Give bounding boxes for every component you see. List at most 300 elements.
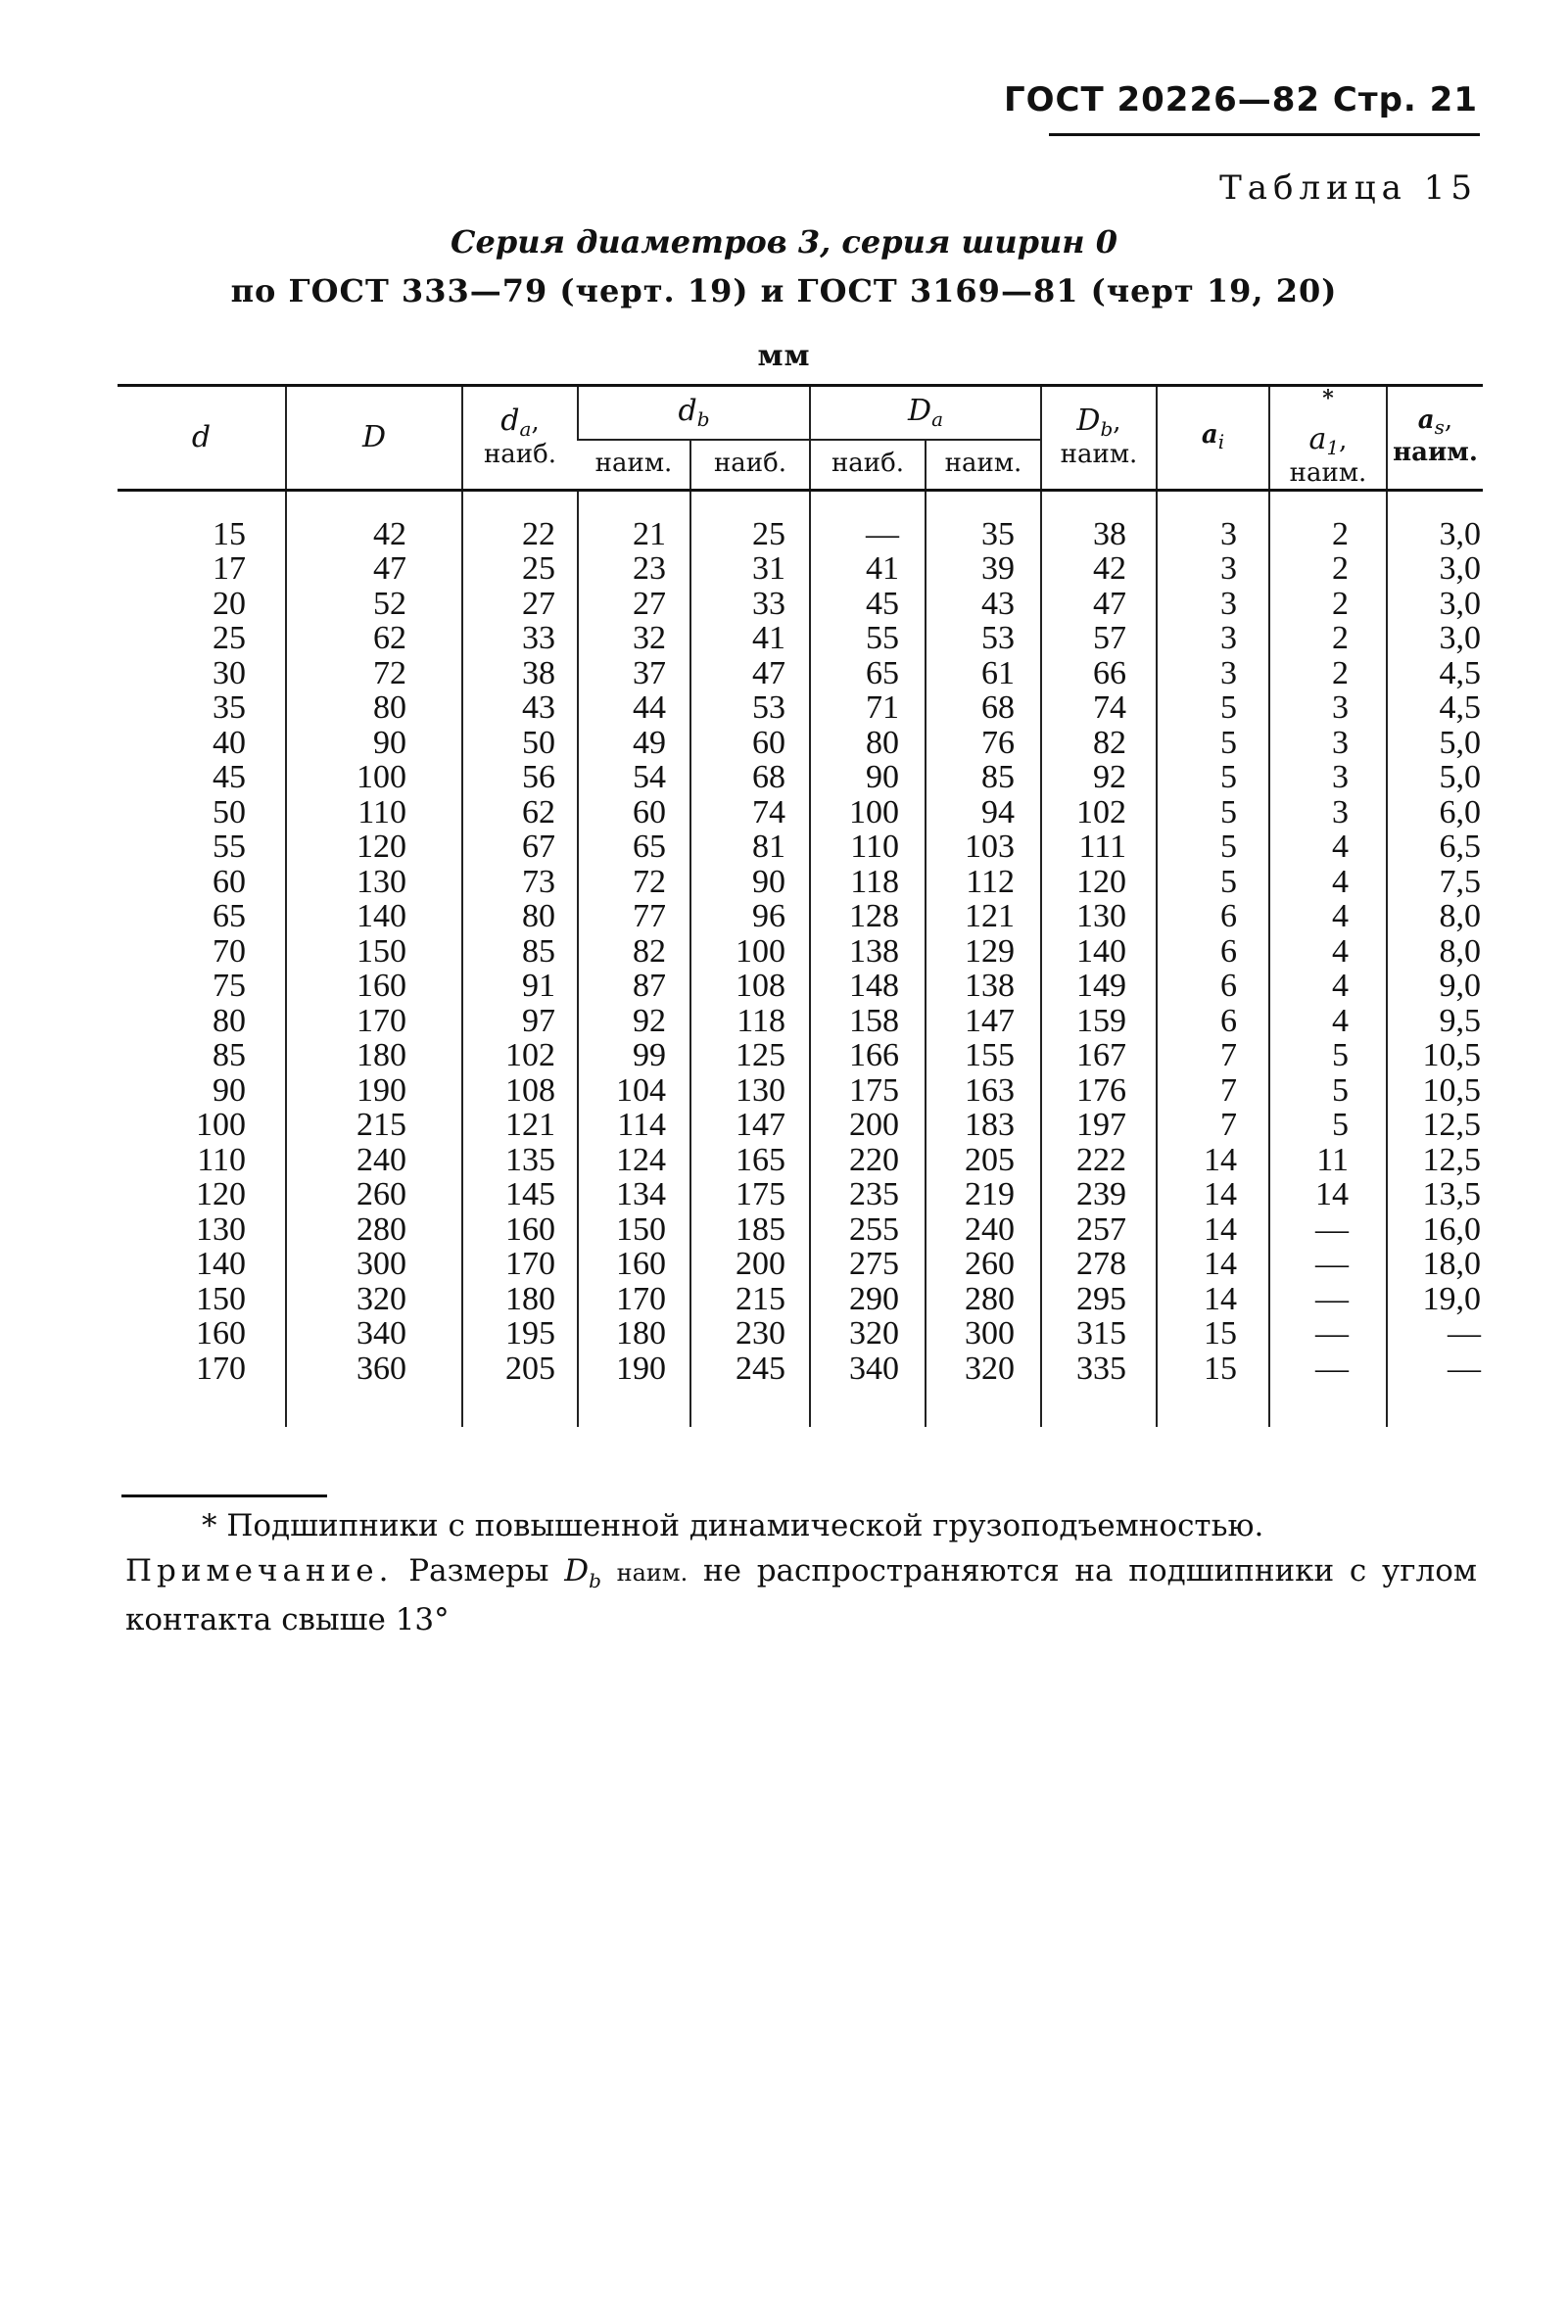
- cell-da: 205: [462, 1352, 578, 1387]
- cell-as: 16,0: [1387, 1212, 1483, 1248]
- cell-db-min: 99: [578, 1038, 690, 1073]
- cell-db-min: 170: [578, 1282, 690, 1317]
- cell-Da-min: 155: [926, 1038, 1041, 1073]
- cell-da: 135: [462, 1143, 578, 1178]
- cell-D: 130: [286, 865, 462, 900]
- cell-da: 145: [462, 1177, 578, 1212]
- cell-Da-max: 65: [810, 656, 926, 691]
- cell-db-min: 44: [578, 690, 690, 726]
- table-row: [118, 1108, 1483, 1143]
- cell-d: 140: [196, 1246, 246, 1283]
- units-label: мм: [757, 339, 811, 373]
- cell-Db: 111: [1041, 830, 1157, 865]
- cell-d: 100: [196, 1107, 246, 1144]
- cell-Db: 57: [1041, 621, 1157, 656]
- cell-Da-max: 290: [810, 1282, 926, 1317]
- cell-db-max: 25: [690, 517, 810, 552]
- cell-db-min: 160: [578, 1247, 690, 1282]
- cell-as: —: [1387, 1352, 1483, 1387]
- table-row: [118, 760, 1483, 795]
- cell-da: 97: [462, 1004, 578, 1039]
- page-header: ГОСТ 20226—82 Стр. 21: [1003, 80, 1478, 119]
- cell-Da-max: 45: [810, 587, 926, 622]
- table-row: [118, 690, 1483, 726]
- table-row: [118, 587, 1483, 622]
- cell-D: 72: [286, 656, 462, 691]
- cell-d: 150: [196, 1280, 246, 1317]
- cell-Da-min: 39: [926, 551, 1041, 587]
- cell-a1: 5: [1269, 1073, 1387, 1109]
- col-header-D: D: [286, 386, 462, 491]
- cell-D: 240: [286, 1143, 462, 1178]
- cell-as: 9,5: [1387, 1004, 1483, 1039]
- cell-a1: —: [1269, 1247, 1387, 1282]
- table-row: [118, 551, 1483, 587]
- table-body: [118, 490, 1483, 1427]
- cell-D: 190: [286, 1073, 462, 1109]
- table-label: Таблица 15: [1219, 168, 1478, 208]
- cell-a: 6: [1157, 969, 1269, 1004]
- cell-da: 195: [462, 1316, 578, 1352]
- cell-a1: 4: [1269, 899, 1387, 934]
- cell-da: 62: [462, 795, 578, 830]
- cell-db-max: 185: [690, 1212, 810, 1248]
- cell-a: 14: [1157, 1247, 1269, 1282]
- table-row: [118, 656, 1483, 691]
- cell-as: 3,0: [1387, 551, 1483, 587]
- cell-db-max: 47: [690, 656, 810, 691]
- cell-Da-min: 43: [926, 587, 1041, 622]
- cell-Da-min: 205: [926, 1143, 1041, 1178]
- cell-Da-max: 200: [810, 1108, 926, 1143]
- cell-da: 80: [462, 899, 578, 934]
- cell-a: 14: [1157, 1177, 1269, 1212]
- cell-d: 70: [213, 932, 246, 970]
- cell-Db: 197: [1041, 1108, 1157, 1143]
- cell-a1: 3: [1269, 795, 1387, 830]
- table-row: [118, 1038, 1483, 1073]
- cell-db-max: 96: [690, 899, 810, 934]
- header-rule: [1049, 133, 1480, 136]
- table-row: [118, 1352, 1483, 1387]
- cell-a: 15: [1157, 1316, 1269, 1352]
- cell-a: 7: [1157, 1108, 1269, 1143]
- cell-a1: 4: [1269, 830, 1387, 865]
- cell-a: 6: [1157, 899, 1269, 934]
- cell-Da-max: 175: [810, 1073, 926, 1109]
- cell-Da-min: 121: [926, 899, 1041, 934]
- cell-d: 60: [213, 863, 246, 900]
- cell-a1: 14: [1269, 1177, 1387, 1212]
- cell-da: 25: [462, 551, 578, 587]
- cell-da: 50: [462, 726, 578, 761]
- cell-Da-min: 138: [926, 969, 1041, 1004]
- cell-as: 8,0: [1387, 934, 1483, 970]
- cell-d: 15: [213, 515, 246, 552]
- cell-as: 3,0: [1387, 587, 1483, 622]
- col-header-db-min: наим.: [578, 440, 690, 490]
- cell-db-max: 118: [690, 1004, 810, 1039]
- cell-as: 5,0: [1387, 760, 1483, 795]
- col-header-Da-max: наиб.: [810, 440, 926, 490]
- cell-db-max: 108: [690, 969, 810, 1004]
- cell-da: 180: [462, 1282, 578, 1317]
- cell-Da-max: 166: [810, 1038, 926, 1073]
- cell-db-min: 27: [578, 587, 690, 622]
- cell-a: 3: [1157, 517, 1269, 552]
- cell-a1: 11: [1269, 1143, 1387, 1178]
- cell-Da-max: 118: [810, 865, 926, 900]
- cell-a: 14: [1157, 1212, 1269, 1248]
- cell-Da-min: 280: [926, 1282, 1041, 1317]
- cell-as: 6,5: [1387, 830, 1483, 865]
- cell-Da-max: 55: [810, 621, 926, 656]
- cell-da: 102: [462, 1038, 578, 1073]
- cell-da: 27: [462, 587, 578, 622]
- cell-Da-max: 158: [810, 1004, 926, 1039]
- cell-Da-max: —: [810, 517, 926, 552]
- cell-D: 47: [286, 551, 462, 587]
- cell-D: 215: [286, 1108, 462, 1143]
- cell-D: 170: [286, 1004, 462, 1039]
- cell-Da-max: 275: [810, 1247, 926, 1282]
- cell-Db: 120: [1041, 865, 1157, 900]
- cell-a1: 5: [1269, 1038, 1387, 1073]
- cell-da: 22: [462, 517, 578, 552]
- cell-d: 170: [196, 1350, 246, 1387]
- cell-a1: 4: [1269, 969, 1387, 1004]
- cell-a: 5: [1157, 726, 1269, 761]
- cell-db-max: 33: [690, 587, 810, 622]
- table-row: [118, 1073, 1483, 1109]
- cell-Db: 257: [1041, 1212, 1157, 1248]
- cell-da: 33: [462, 621, 578, 656]
- cell-Da-min: 300: [926, 1316, 1041, 1352]
- cell-db-max: 81: [690, 830, 810, 865]
- cell-d: 55: [213, 829, 246, 866]
- cell-Db: 239: [1041, 1177, 1157, 1212]
- cell-as: 4,5: [1387, 656, 1483, 691]
- cell-a: 6: [1157, 934, 1269, 970]
- cell-a: 15: [1157, 1352, 1269, 1387]
- table-row: [118, 621, 1483, 656]
- table-row: [118, 865, 1483, 900]
- cell-db-max: 130: [690, 1073, 810, 1109]
- cell-db-max: 90: [690, 865, 810, 900]
- note-symbol: D: [564, 1553, 590, 1589]
- cell-db-min: 54: [578, 760, 690, 795]
- cell-a: 3: [1157, 587, 1269, 622]
- cell-Db: 167: [1041, 1038, 1157, 1073]
- cell-D: 110: [286, 795, 462, 830]
- cell-da: 108: [462, 1073, 578, 1109]
- cell-d: 20: [213, 585, 246, 622]
- cell-as: 7,5: [1387, 865, 1483, 900]
- table-row: [118, 830, 1483, 865]
- col-header-db-max: наиб.: [690, 440, 810, 490]
- cell-da: 160: [462, 1212, 578, 1248]
- cell-a1: 3: [1269, 726, 1387, 761]
- cell-a: 3: [1157, 551, 1269, 587]
- cell-Da-min: 68: [926, 690, 1041, 726]
- cell-d: 35: [213, 689, 246, 727]
- cell-Db: 82: [1041, 726, 1157, 761]
- table-note: [125, 1551, 1477, 1639]
- note-symbol-qual: наим.: [616, 1559, 689, 1587]
- cell-db-max: 31: [690, 551, 810, 587]
- cell-da: 56: [462, 760, 578, 795]
- cell-db-max: 60: [690, 726, 810, 761]
- cell-Da-max: 71: [810, 690, 926, 726]
- cell-db-min: 32: [578, 621, 690, 656]
- table-caption-line-1: Серия диаметров 3, серия ширин 0: [451, 223, 1117, 261]
- cell-Da-min: 240: [926, 1212, 1041, 1248]
- cell-Da-max: 41: [810, 551, 926, 587]
- cell-a: 7: [1157, 1038, 1269, 1073]
- cell-D: 340: [286, 1316, 462, 1352]
- cell-db-max: 68: [690, 760, 810, 795]
- cell-a1: —: [1269, 1212, 1387, 1248]
- cell-as: 5,0: [1387, 726, 1483, 761]
- cell-Da-max: 220: [810, 1143, 926, 1178]
- table-row: [118, 1177, 1483, 1212]
- cell-Db: 92: [1041, 760, 1157, 795]
- cell-db-min: 92: [578, 1004, 690, 1039]
- cell-db-max: 53: [690, 690, 810, 726]
- table-row: [118, 795, 1483, 830]
- cell-Da-min: 183: [926, 1108, 1041, 1143]
- cell-a1: —: [1269, 1316, 1387, 1352]
- cell-Db: 176: [1041, 1073, 1157, 1109]
- cell-a1: 3: [1269, 760, 1387, 795]
- table-row: [118, 1316, 1483, 1352]
- cell-da: 38: [462, 656, 578, 691]
- cell-d: 90: [213, 1071, 246, 1109]
- cell-as: 10,5: [1387, 1073, 1483, 1109]
- cell-D: 150: [286, 934, 462, 970]
- cell-D: 62: [286, 621, 462, 656]
- cell-db-min: 23: [578, 551, 690, 587]
- cell-Da-max: 80: [810, 726, 926, 761]
- cell-Da-min: 76: [926, 726, 1041, 761]
- cell-db-min: 65: [578, 830, 690, 865]
- cell-d: 160: [196, 1315, 246, 1352]
- cell-Db: 130: [1041, 899, 1157, 934]
- cell-Db: 159: [1041, 1004, 1157, 1039]
- cell-as: —: [1387, 1316, 1483, 1352]
- cell-Da-max: 255: [810, 1212, 926, 1248]
- cell-D: 180: [286, 1038, 462, 1073]
- cell-a: 7: [1157, 1073, 1269, 1109]
- cell-db-max: 200: [690, 1247, 810, 1282]
- cell-Db: 38: [1041, 517, 1157, 552]
- cell-d: 80: [213, 1002, 246, 1039]
- cell-a: 5: [1157, 795, 1269, 830]
- cell-as: 4,5: [1387, 690, 1483, 726]
- note-text-before: Размеры: [408, 1553, 549, 1589]
- footnote-rule: [121, 1494, 327, 1497]
- cell-a1: 2: [1269, 517, 1387, 552]
- cell-Da-max: 148: [810, 969, 926, 1004]
- cell-db-min: 87: [578, 969, 690, 1004]
- cell-as: 19,0: [1387, 1282, 1483, 1317]
- cell-da: 67: [462, 830, 578, 865]
- cell-a1: 2: [1269, 656, 1387, 691]
- cell-Db: 295: [1041, 1282, 1157, 1317]
- cell-Db: 335: [1041, 1352, 1157, 1387]
- cell-db-min: 150: [578, 1212, 690, 1248]
- cell-as: 3,0: [1387, 621, 1483, 656]
- cell-a: 3: [1157, 656, 1269, 691]
- cell-db-min: 114: [578, 1108, 690, 1143]
- table-row: [118, 1004, 1483, 1039]
- cell-db-max: 100: [690, 934, 810, 970]
- cell-d: 65: [213, 898, 246, 935]
- cell-d: 50: [213, 793, 246, 830]
- cell-Da-min: 320: [926, 1352, 1041, 1387]
- cell-a1: 4: [1269, 1004, 1387, 1039]
- cell-d: 25: [213, 620, 246, 657]
- cell-D: 42: [286, 517, 462, 552]
- cell-Db: 315: [1041, 1316, 1157, 1352]
- cell-Da-min: 129: [926, 934, 1041, 970]
- cell-a: 6: [1157, 1004, 1269, 1039]
- col-header-as: $a_s$, наим.: [1387, 386, 1483, 491]
- cell-db-min: 49: [578, 726, 690, 761]
- cell-Db: 278: [1041, 1247, 1157, 1282]
- cell-db-max: 175: [690, 1177, 810, 1212]
- cell-D: 260: [286, 1177, 462, 1212]
- cell-db-min: 21: [578, 517, 690, 552]
- cell-db-max: 230: [690, 1316, 810, 1352]
- table-row: [118, 517, 1483, 552]
- cell-D: 100: [286, 760, 462, 795]
- cell-a1: 4: [1269, 865, 1387, 900]
- cell-db-min: 82: [578, 934, 690, 970]
- cell-Db: 47: [1041, 587, 1157, 622]
- col-header-Da: $D_a$: [810, 386, 1041, 440]
- cell-a1: —: [1269, 1352, 1387, 1387]
- cell-d: 75: [213, 968, 246, 1005]
- cell-D: 120: [286, 830, 462, 865]
- cell-D: 52: [286, 587, 462, 622]
- cell-Db: 222: [1041, 1143, 1157, 1178]
- cell-a: 3: [1157, 621, 1269, 656]
- cell-da: 121: [462, 1108, 578, 1143]
- cell-Da-min: 163: [926, 1073, 1041, 1109]
- cell-db-min: 134: [578, 1177, 690, 1212]
- cell-db-min: 124: [578, 1143, 690, 1178]
- cell-Da-min: 53: [926, 621, 1041, 656]
- cell-d: 30: [213, 654, 246, 691]
- cell-a1: 4: [1269, 934, 1387, 970]
- table-row: [118, 934, 1483, 970]
- cell-Da-max: 110: [810, 830, 926, 865]
- cell-db-min: 180: [578, 1316, 690, 1352]
- cell-Db: 66: [1041, 656, 1157, 691]
- cell-db-min: 104: [578, 1073, 690, 1109]
- cell-a1: 2: [1269, 587, 1387, 622]
- cell-Da-min: 147: [926, 1004, 1041, 1039]
- cell-a: 5: [1157, 760, 1269, 795]
- table-row: [118, 969, 1483, 1004]
- cell-as: 12,5: [1387, 1108, 1483, 1143]
- note-label: Примечание.: [125, 1553, 394, 1589]
- cell-d: 17: [213, 550, 246, 588]
- cell-Db: 42: [1041, 551, 1157, 587]
- cell-db-max: 41: [690, 621, 810, 656]
- cell-Da-max: 90: [810, 760, 926, 795]
- cell-as: 13,5: [1387, 1177, 1483, 1212]
- cell-Da-max: 138: [810, 934, 926, 970]
- cell-db-min: 60: [578, 795, 690, 830]
- cell-as: 12,5: [1387, 1143, 1483, 1178]
- table-row: [118, 1247, 1483, 1282]
- col-header-a1: * $a_1$, наим.: [1269, 386, 1387, 491]
- cell-db-min: 77: [578, 899, 690, 934]
- cell-Db: 102: [1041, 795, 1157, 830]
- table-row: [118, 1212, 1483, 1248]
- cell-d: 40: [213, 724, 246, 761]
- cell-d: 130: [196, 1210, 246, 1248]
- col-header-d: d: [191, 419, 212, 454]
- cell-a: 5: [1157, 830, 1269, 865]
- cell-d: 110: [197, 1141, 246, 1178]
- cell-Da-min: 260: [926, 1247, 1041, 1282]
- cell-Db: 74: [1041, 690, 1157, 726]
- col-header-da: $d_a$, наиб.: [462, 386, 578, 491]
- note-text-after: не распространяются на подшипники с углом контакта свыше 13°: [125, 1553, 1477, 1638]
- table-row: [118, 1143, 1483, 1178]
- cell-da: 73: [462, 865, 578, 900]
- col-header-a: $a_i$: [1157, 386, 1269, 491]
- cell-Da-max: 128: [810, 899, 926, 934]
- cell-Da-min: 35: [926, 517, 1041, 552]
- cell-Da-max: 100: [810, 795, 926, 830]
- footnote: * Подшипники с повышенной динамической грузоподъемностью.: [202, 1508, 1264, 1543]
- cell-db-max: 74: [690, 795, 810, 830]
- cell-Da-max: 235: [810, 1177, 926, 1212]
- cell-D: 140: [286, 899, 462, 934]
- cell-a: 14: [1157, 1143, 1269, 1178]
- cell-a1: 2: [1269, 621, 1387, 656]
- cell-Da-min: 94: [926, 795, 1041, 830]
- cell-a1: 3: [1269, 690, 1387, 726]
- cell-D: 360: [286, 1352, 462, 1387]
- cell-da: 43: [462, 690, 578, 726]
- cell-da: 85: [462, 934, 578, 970]
- cell-Da-min: 61: [926, 656, 1041, 691]
- cell-as: 10,5: [1387, 1038, 1483, 1073]
- dimensions-table: [118, 384, 1483, 1427]
- cell-a1: 5: [1269, 1108, 1387, 1143]
- cell-D: 280: [286, 1212, 462, 1248]
- cell-d: 120: [196, 1176, 246, 1213]
- col-header-Db: $D_b$, наим.: [1041, 386, 1157, 491]
- cell-as: 3,0: [1387, 517, 1483, 552]
- table-row: [118, 1282, 1483, 1317]
- cell-db-min: 72: [578, 865, 690, 900]
- cell-db-max: 147: [690, 1108, 810, 1143]
- cell-db-max: 245: [690, 1352, 810, 1387]
- cell-as: 9,0: [1387, 969, 1483, 1004]
- cell-D: 90: [286, 726, 462, 761]
- cell-Da-min: 85: [926, 760, 1041, 795]
- table-row: [118, 726, 1483, 761]
- cell-D: 80: [286, 690, 462, 726]
- cell-db-max: 215: [690, 1282, 810, 1317]
- cell-as: 6,0: [1387, 795, 1483, 830]
